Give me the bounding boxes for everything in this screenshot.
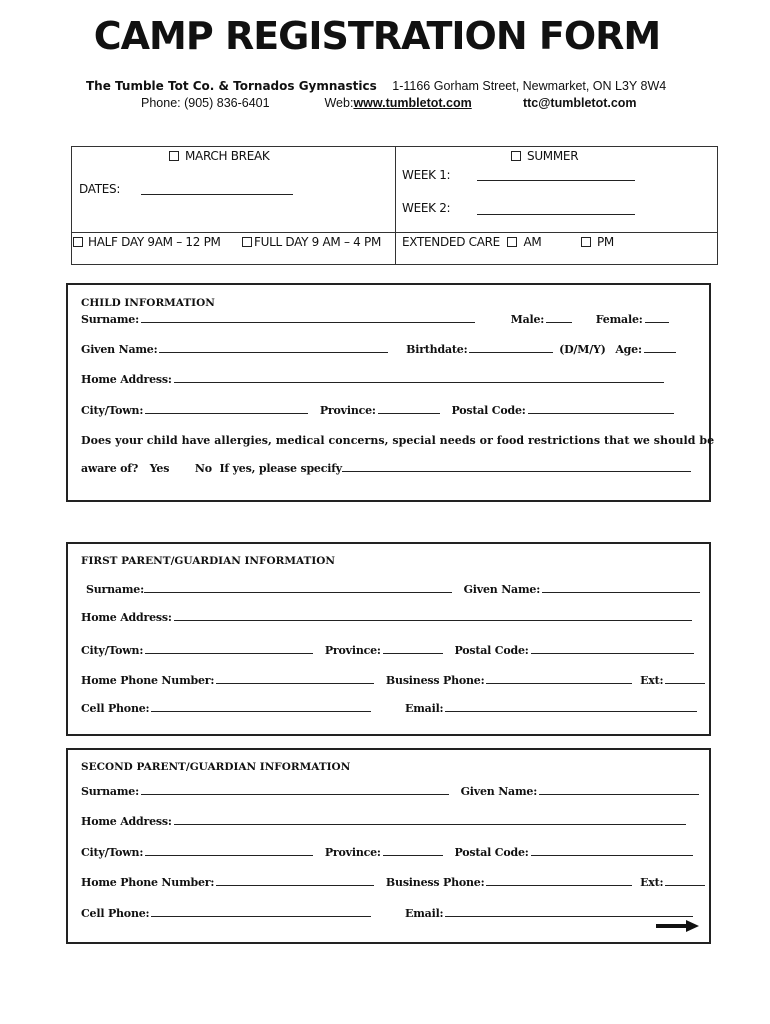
given-name-field[interactable] [539, 785, 699, 795]
p2-city-row [81, 846, 693, 859]
province-field[interactable] [383, 644, 443, 654]
company-phone: Phone: (905) 836-6401 [141, 96, 270, 110]
company-name: The Tumble Tot Co. & Tornados Gymnastics [86, 79, 377, 93]
surname-field[interactable] [141, 785, 449, 795]
home-phone-label: Home Phone Number: [81, 876, 215, 889]
dates-field[interactable] [141, 194, 293, 195]
female-field[interactable] [645, 313, 669, 323]
section-heading: SECOND PARENT/GUARDIAN INFORMATION [81, 761, 351, 773]
home-address-field[interactable] [174, 373, 664, 383]
province-field[interactable] [378, 404, 440, 414]
week2-label: WEEK 2: [402, 201, 451, 215]
male-label: Male: [510, 313, 545, 326]
province-label: Province: [319, 404, 376, 417]
business-phone-label: Business Phone: [385, 876, 485, 889]
contact-line [141, 96, 637, 110]
week1-label: WEEK 1: [402, 168, 451, 182]
second-parent-section [66, 748, 711, 944]
given-name-field[interactable] [542, 583, 700, 593]
home-address-label: Home Address: [81, 611, 172, 624]
p2-cell-row [81, 907, 693, 920]
surname-field[interactable] [144, 583, 452, 593]
home-address-label: Home Address: [81, 815, 172, 828]
ext-label: Ext: [640, 674, 664, 687]
summer-option[interactable] [511, 149, 578, 163]
home-phone-field[interactable] [216, 876, 374, 886]
p1-phone-row [81, 674, 705, 687]
birthdate-label: Birthdate: [406, 343, 468, 356]
ext-field[interactable] [665, 674, 705, 684]
p2-name-row [81, 785, 699, 798]
no-option[interactable]: No [194, 462, 212, 475]
am-label: AM [523, 235, 542, 249]
postal-field[interactable] [528, 404, 674, 414]
divider [395, 147, 396, 264]
section-heading: CHILD INFORMATION [81, 297, 215, 309]
specify-field[interactable] [342, 462, 691, 472]
given-name-field[interactable] [159, 343, 388, 353]
form-title: CAMP REGISTRATION FORM [93, 14, 661, 58]
full-day-checkbox[interactable] [242, 237, 252, 247]
pm-checkbox[interactable] [581, 237, 591, 247]
postal-label: Postal Code: [454, 846, 529, 859]
surname-label: Surname: [81, 785, 139, 798]
company-address: 1-1166 Gorham Street, Newmarket, ON L3Y 8W4 [392, 79, 667, 93]
age-label: Age: [615, 343, 642, 356]
p1-name-row [86, 583, 700, 596]
business-phone-field[interactable] [486, 674, 632, 684]
cell-phone-field[interactable] [151, 907, 371, 917]
am-checkbox[interactable] [507, 237, 517, 247]
home-phone-field[interactable] [216, 674, 374, 684]
summer-label: SUMMER [527, 149, 579, 163]
business-phone-field[interactable] [486, 876, 632, 886]
allergy-question: Does your child have allergies, medical concerns, special needs or food restrictions that we should be [81, 434, 715, 447]
city-label: City/Town: [81, 644, 144, 657]
child-city-row [81, 404, 674, 417]
surname-field[interactable] [141, 313, 475, 323]
yes-option[interactable]: Yes [149, 462, 170, 475]
p1-city-row [81, 644, 694, 657]
session-table [71, 146, 718, 265]
extended-care-label: EXTENDED CARE [402, 235, 500, 249]
city-label: City/Town: [81, 846, 144, 859]
postal-label: Postal Code: [451, 404, 526, 417]
right-arrow-icon [656, 919, 700, 933]
home-address-field[interactable] [174, 815, 686, 825]
dates-label: DATES: [79, 182, 121, 196]
divider [72, 232, 717, 233]
business-phone-label: Business Phone: [385, 674, 485, 687]
child-given-row [81, 343, 676, 356]
p2-address-row [81, 815, 686, 828]
postal-field[interactable] [531, 846, 693, 856]
summer-checkbox[interactable] [511, 151, 521, 161]
date-format-label: (D/M/Y) [559, 343, 606, 356]
full-day-label: FULL DAY 9 AM – 4 PM [254, 235, 382, 249]
child-info-section [66, 283, 715, 502]
march-break-checkbox[interactable] [169, 151, 179, 161]
ext-label: Ext: [640, 876, 664, 889]
postal-field[interactable] [531, 644, 694, 654]
male-field[interactable] [546, 313, 572, 323]
company-line [86, 79, 666, 93]
female-label: Female: [595, 313, 643, 326]
allergy-answer-row [81, 462, 691, 475]
full-day-option[interactable] [242, 235, 381, 249]
section-heading: FIRST PARENT/GUARDIAN INFORMATION [81, 555, 335, 567]
birthdate-field[interactable] [469, 343, 553, 353]
web-link[interactable]: www.tumbletot.com [353, 96, 472, 110]
given-name-label: Given Name: [460, 785, 538, 798]
age-field[interactable] [644, 343, 676, 353]
half-day-label: HALF DAY 9AM – 12 PM [88, 235, 221, 249]
given-name-label: Given Name: [81, 343, 158, 356]
email-field[interactable] [445, 907, 693, 917]
email-label: Email: [405, 702, 444, 715]
p1-address-row [81, 611, 692, 624]
ext-field[interactable] [665, 876, 705, 886]
surname-label: Surname: [86, 583, 144, 596]
province-label: Province: [324, 644, 381, 657]
pm-label: PM [596, 235, 614, 249]
first-parent-section [66, 542, 711, 736]
cell-phone-label: Cell Phone: [81, 907, 150, 920]
city-label: City/Town: [81, 404, 144, 417]
cell-phone-field[interactable] [151, 702, 371, 712]
surname-label: Surname: [81, 313, 139, 326]
city-field[interactable] [145, 644, 313, 654]
province-label: Province: [324, 846, 381, 859]
march-break-option[interactable] [169, 149, 269, 163]
city-field[interactable] [145, 404, 308, 414]
aware-label: aware of? [81, 462, 139, 475]
week1-field[interactable] [477, 180, 635, 181]
city-field[interactable] [145, 846, 313, 856]
march-break-label: MARCH BREAK [185, 149, 270, 163]
half-day-checkbox[interactable] [73, 237, 83, 247]
specify-label: If yes, please specify [219, 462, 342, 475]
web-label: Web: [324, 96, 354, 110]
home-phone-label: Home Phone Number: [81, 674, 215, 687]
email-field[interactable] [445, 702, 697, 712]
child-address-row [81, 373, 664, 386]
dates-row [79, 182, 120, 196]
home-address-field[interactable] [174, 611, 692, 621]
p2-phone-row [81, 876, 705, 889]
week2-field[interactable] [477, 214, 635, 215]
given-name-label: Given Name: [463, 583, 541, 596]
province-field[interactable] [383, 846, 443, 856]
p1-cell-row [81, 702, 697, 715]
cell-phone-label: Cell Phone: [81, 702, 150, 715]
email-label: Email: [405, 907, 444, 920]
postal-label: Postal Code: [454, 644, 529, 657]
half-day-option[interactable] [73, 235, 221, 249]
company-email[interactable]: ttc@tumbletot.com [522, 96, 637, 110]
home-address-label: Home Address: [81, 373, 172, 386]
extended-care-row [402, 235, 614, 249]
child-surname-row [81, 313, 669, 326]
